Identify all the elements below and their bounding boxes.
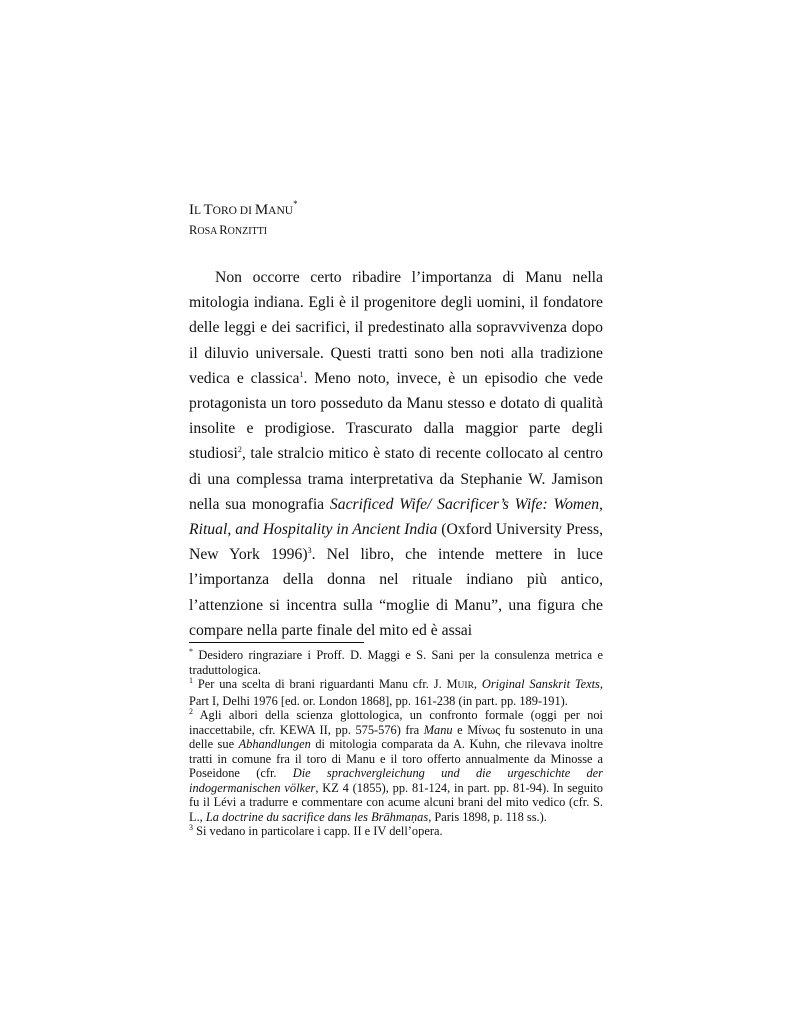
footnote-star: * Desidero ringraziare i Proff. D. Maggi e S. Sani per la consulenza metrica e traduttologica. — [189, 647, 603, 677]
body-paragraph: Non occorre certo ribadire l’importanza di Manu nella mitologia indiana. Egli è il progenitore degli uomini, il fondatore delle leggi e dei sacrifici, il predestinato alla sopravvivenza dopo il diluvio universale. Questi tratti sono ben noti alla tradizione vedica e classica$^1$. Meno noto, invece, è un episodio che vede protagonista un toro posseduto da Manu stesso e dotato di qualità insolite e prodigiose. Trascurato dalla maggior parte degli studiosi$^2$, tale stralcio mitico è stato di recente collocato al centro di una complessa trama interpretativa da Stephanie W. Jamison nella sua monografia Sacrificed Wife/ Sacrificer’s Wife: Women, Ritual, and Hospitality in Ancient India (Oxford University Press, New York 1996)$^3$. Nel libro, che intende mettere in luce l’importanza della donna nel rituale indiano più antico, l’attenzione si incentra sulla “moglie di Manu”, una figura che compare nella parte finale del mito ed è assai — [189, 269, 603, 639]
footnote-ref-3: 3 — [307, 546, 312, 556]
title-footnote-mark: * — [293, 199, 298, 209]
author-name: ROSA RONZITTI — [189, 223, 268, 237]
footnote-2: $^2$ Agli albori della scienza glottologica, un confronto formale (oggi per noi inaccettabile, cfr. KEWA II, pp. 575-576) fra Manu e Μίνως fu sostenuto in una delle sue Abhandlungen di mitologia comparata da A. Kuhn, che rilevava inoltre tratti in comune fra il toro di Manu e il toro offerto annualmente da Minosse a Poseidone (cfr. Die sprachvergleichung und die urgeschichte der indogermanischen völker, KZ 4 (1855), pp. 81-124, in part. pp. 81-94). In seguito fu il Lévi a tradurre e commentare con acume alcuni brani del mito vedico (cfr. S. L., La doctrine du sacrifice dans les Brāhmaṇas, Paris 1898, p. 118 ss.). — [189, 707, 604, 824]
footnote-3: $^3$ Si vedano in particolare i capp. II e IV dell’opera. — [189, 823, 443, 838]
footnote-ref-1: 1 — [299, 369, 304, 379]
footnote-ref-2: 2 — [237, 445, 242, 455]
footnote-separator — [189, 642, 364, 643]
footnote-1: $^1$ Per una scelta di brani riguardanti Manu cfr. J. MUIR, Original Sanskrit Texts, Part I, Delhi 1976 [ed. or. London 1868], pp. 161-238 (in part. pp. 189-191). — [189, 676, 603, 708]
footnotes — [189, 648, 603, 839]
article-title: IL TORO DI MANU* — [189, 199, 298, 218]
book-title: Sacrificed Wife/ Sacrificer’s Wife: Women, Ritual, and Hospitality in Ancient India — [189, 495, 603, 539]
